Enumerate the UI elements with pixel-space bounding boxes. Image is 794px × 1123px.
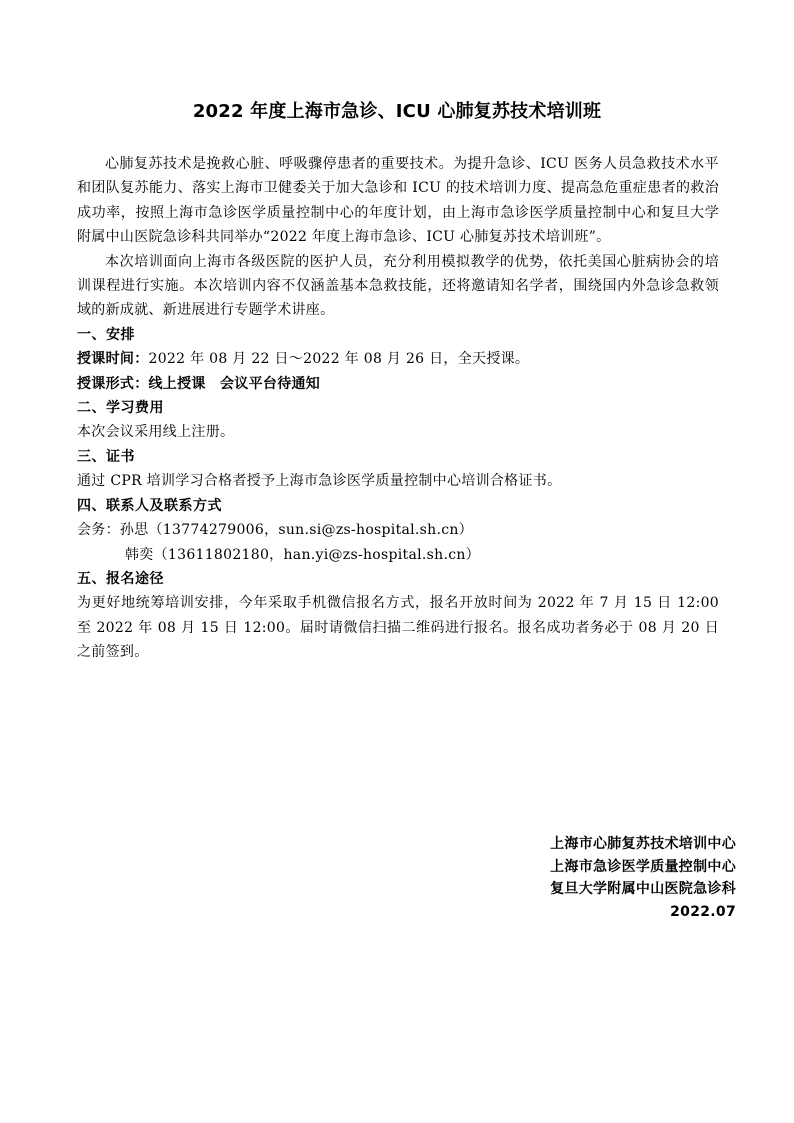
section-heading-contact: 四、联系人及联系方式	[77, 497, 222, 514]
signature-org-2: 上海市急诊医学质量控制中心	[550, 858, 736, 875]
section-heading-registration: 五、报名途径	[77, 570, 164, 587]
intro-paragraph-1: 心肺复苏技术是挽救心脏、呼吸骤停患者的重要技术。为提升急诊、ICU 医务人员急救技术水平和团队复苏能力、落实上海市卫健委关于加大急诊和 ICU 的技术培训力度、提高急危重症患者的救治成功率，按照上海市急诊医学质量控制中心的年度计划，由上海市急诊医学质量控制中心和复旦大学附属中山医院急诊科共同举办“2022 年度上海市急诊、ICU 心肺复苏技术培训班”。	[77, 156, 719, 246]
course-time-label: 授课时间：	[77, 351, 149, 368]
document-body	[77, 152, 719, 665]
section-heading-fee: 二、学习费用	[77, 400, 164, 417]
course-time-value: 2022 年 08 月 22 日～2022 年 08 月 26 日，全天授课。	[148, 351, 530, 368]
section-heading-arrangement: 一、安排	[77, 326, 135, 343]
document-title: 2022 年度上海市急诊、ICU 心肺复苏技术培训班	[192, 101, 602, 122]
contact-line-1	[77, 518, 719, 542]
signature-date: 2022.07	[670, 903, 736, 920]
signature-block	[550, 833, 736, 923]
contact-label: 会务：	[77, 522, 120, 539]
signature-org-1: 上海市心肺复苏技术培训中心	[550, 836, 736, 852]
registration-text: 为更好地统筹培训安排，今年采取手机微信报名方式，报名开放时间为 2022 年 7 月 15 日 12:00 至 2022 年 08 月 15 日 12:00。届时请微信扫描二维码进行报名。报名成功者务必于 08 月 20 日之前签到。	[77, 595, 719, 661]
section-heading-certificate: 三、证书	[77, 448, 135, 465]
contact-person-1: 孙思（13774279006，sun.si@zs-hospital.sh.cn）	[119, 522, 473, 539]
fee-text: 本次会议采用线上注册。	[77, 424, 235, 441]
certificate-text: 通过 CPR 培训学习合格者授予上海市急诊医学质量控制中心培训合格证书。	[77, 473, 562, 490]
contact-person-2: 韩奕（13611802180，han.yi@zs-hospital.sh.cn）	[125, 546, 480, 563]
course-format-line: 授课形式：线上授课 会议平台待通知	[77, 375, 321, 392]
signature-org-3: 复旦大学附属中山医院急诊科	[550, 881, 736, 897]
intro-paragraph-2: 本次培训面向上海市各级医院的医护人员，充分利用模拟教学的优势，依托美国心脏病协会的培训课程进行实施。本次培训内容不仅涵盖基本急救技能，还将邀请知名学者，围绕国内外急诊急救领域的新成就、新进展进行专题学术讲座。	[77, 253, 719, 319]
course-time-line	[77, 347, 719, 371]
